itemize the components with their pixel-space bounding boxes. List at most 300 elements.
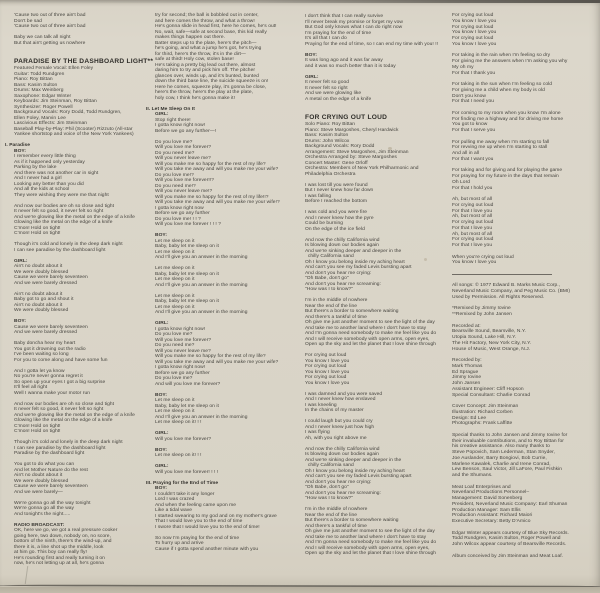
text-line: For crying out loud (452, 237, 494, 243)
text-line: Lord I was crazed (155, 497, 195, 502)
text-line: Saxophone: Edgar Winter (14, 93, 72, 99)
text-line: It never felt so good, it never felt so right (14, 407, 104, 412)
text-line: Oh give me just another moment to see the light of the day (305, 320, 435, 325)
text-line: Joe Auslander, Barry Bongiovi, Bob Currie, (452, 455, 547, 461)
text-line: Ain't no doubt about it (14, 291, 63, 297)
text-line: I don't think that I can really survive (305, 14, 384, 19)
text-line: I gotta know right now! (155, 123, 206, 128)
text-line: Ellen Foley, Marvin Lee (14, 115, 66, 121)
text-line: But that ain't getting us nowhere (14, 40, 86, 46)
text-line: And I'm gonna need somebody to make me feel like you do (305, 540, 437, 545)
text-line: I swore that I would love you to the end of time! (155, 524, 260, 530)
text-line: Steve Popovich, Sam Lederman, Stan Snyder, (452, 450, 555, 455)
speaker-label: RADIO BROADCAST: (14, 522, 65, 528)
text-line: And I'm gonna need somebody to make me feel like you do (305, 331, 437, 336)
text-line: Do you love me? (155, 332, 193, 337)
text-line: And there was not another car in sight (14, 170, 99, 176)
text-line: Let me sleep on it (155, 409, 195, 414)
scan-top-edge-shadow (0, 0, 600, 3)
text-line: I was damned and you were saved (305, 391, 383, 397)
text-line: "How was I to know?" (305, 287, 353, 292)
text-line: And now the chilly California wind (305, 446, 380, 452)
text-line: It never felt so right (305, 85, 348, 91)
text-line: Keyboards: Jim Steinman, Roy Bittan (14, 99, 97, 104)
text-line: I gotta know right now! (155, 365, 206, 370)
text-line: Baby we can talk all night (14, 35, 71, 40)
text-line: their invaluable contributions, and to Roy Bittan for (452, 438, 564, 444)
text-line: 'Cause two out of three ain't bad (14, 24, 86, 29)
text-line: Ed Sprague (452, 369, 479, 375)
text-line: Meat Loaf Enterprises and (452, 484, 511, 490)
text-line: It never felt so good, it never felt so right (14, 209, 104, 214)
scan-bottom-edge (0, 587, 600, 593)
text-line: And I never knew just how high (305, 424, 375, 430)
text-line: Looking any better than you did (14, 181, 84, 187)
text-line: John Jansen (452, 381, 481, 386)
text-line: Lascivious Effects: Jim Steinman (14, 121, 87, 126)
text-line: I was lost till you were found (305, 182, 368, 188)
text-line: OK, here we go, we got a real pressure cooker (14, 528, 118, 533)
text-line: Could be burning (305, 221, 344, 226)
text-line: **Remixed by John Jansen (452, 312, 512, 317)
text-line: And can't you see my faded Levis bursting apart (305, 474, 412, 479)
text-line: Will you take me away and will you make me your wife!? (155, 200, 280, 205)
text-line: Don't you know (452, 93, 486, 99)
text-line: Marlene Kawalek, Charlie and Irene Conrad, (452, 461, 551, 467)
text-line: We're gonna go all the way (14, 506, 75, 511)
text-line: For taking and for giving and for playing the game (452, 168, 563, 174)
text-line: Yankee shortstop and voice of the New York Yankees) (14, 132, 134, 137)
text-line: And all the kids at school (14, 187, 70, 192)
text-line: Guitar: Todd Rundgren (14, 71, 65, 77)
text-line: I could laugh but you could cry (305, 419, 373, 424)
speaker-label: BOY: (14, 148, 27, 154)
text-line: Will you never leave me!? (155, 189, 213, 194)
text-line: And we were barely— (14, 489, 63, 495)
speaker-label: GIRL: (155, 112, 169, 117)
text-line: Orchestra Arranged by: Steve Margoshes (305, 155, 397, 160)
text-line: Cause we were barely seventeen (14, 275, 88, 280)
text-line: It never felt so good (305, 80, 350, 85)
text-line: Production Manager: Sam Ellis (452, 507, 521, 513)
text-line: I was falling (305, 193, 332, 199)
text-line: Do you love me? (155, 139, 193, 145)
divider-rule (452, 272, 570, 278)
text-line: I started swearing to my god and on my mother's grave (155, 513, 277, 519)
text-line: Parking by the lake (14, 165, 57, 170)
text-line: Batter steps up to the plate, here's the pitch— (155, 40, 257, 46)
text-line: C'mon! Hold on tight! (14, 225, 61, 231)
text-line: safe at third! Holy cow, stolen base! (155, 57, 234, 62)
text-line: Will you never leave me? (155, 156, 211, 161)
text-line: Photographs: Frank Laffitte (452, 421, 513, 427)
text-line: Oh Lord (452, 179, 471, 185)
song-title: FOR CRYING OUT LOUD (305, 114, 388, 121)
text-line: Let me sleep on it (155, 266, 195, 271)
text-line: And don't you hear me crying: (305, 479, 372, 485)
text-line: Near the end of the line (305, 303, 358, 309)
text-line: Let me sleep on it (155, 398, 195, 403)
text-line: Background Vocals: Rory Dodd, Todd Rundgren, (14, 110, 122, 115)
text-line: 'Cause two out of three ain't bad (14, 13, 86, 18)
text-line: And I gotta let ya know (14, 368, 65, 374)
text-line: He's gonna slide in head first, here he comes, he's out! (155, 24, 277, 29)
text-line: Let me sleep on it (155, 249, 195, 255)
text-line: Open up the sky and let the planet that I love shine through (305, 551, 437, 556)
text-line: For that I love you (452, 208, 493, 214)
text-line: Utopia Sound, Lake Hill, N.Y. (452, 335, 517, 340)
text-line: Do you need me? (155, 150, 195, 156)
text-line: And now our bodies are oh so close and tight (14, 401, 115, 407)
speaker-label: BOY: (155, 233, 168, 238)
text-line: And don't you hear me crying: (305, 270, 372, 276)
text-line: And can't you see my faded Levis bursting apart (305, 265, 412, 270)
text-line: For crying out loud (452, 36, 494, 41)
text-line: Glowing like the metal on the edge of a knife (14, 418, 113, 423)
section-heading: II. Let Me Sleep On It (146, 106, 195, 112)
text-line: No, wait, safe—safe at second base, this kid really (155, 29, 267, 35)
text-line: Special thanks to John Jansen and Jimmy Iovine for (452, 432, 568, 438)
text-line: holy cow, I think he's gonna make it! (155, 95, 235, 101)
text-line: Is blowing down our bodies again (305, 243, 379, 248)
text-line: down the third base line, the suicide squeeze is on! (155, 79, 269, 84)
text-line: Assistant Engineer: Cliff Hopson (452, 386, 524, 392)
text-line: Oh give me just another moment to see the light of the day (305, 529, 435, 534)
speaker-label: BOY: (155, 447, 168, 453)
text-line: And I never knew how the pyre (305, 215, 374, 221)
speaker-label: BOY: (155, 392, 168, 398)
text-line: Will you make me so happy for the rest of my life? (155, 354, 266, 359)
text-line: Here he comes, squeeze play, it's gonna be close, (155, 84, 267, 90)
text-line: Will you love me forever? (155, 145, 212, 150)
text-line: And I never had a girl (14, 176, 62, 181)
text-line: For crying out loud (305, 375, 347, 380)
text-line: Will you love me forever ! ! ! ? (155, 222, 222, 227)
text-line: Mark Thomas (452, 363, 483, 369)
text-line: For giving me a child when my body is old (452, 87, 545, 93)
text-line: For crying out loud (452, 13, 494, 18)
text-line: Management: David Sonenberg (452, 496, 523, 501)
text-line: I was cold and you were fire (305, 210, 368, 215)
text-line: chilly California sand (305, 463, 354, 468)
text-line: "How was I to know?" (305, 496, 353, 501)
text-line: and the Shumans. (452, 473, 493, 478)
text-line: For crying out loud (305, 364, 347, 369)
text-line: And I will receive somebody with open arms, open eyes, (305, 545, 430, 551)
text-line: Like a tidal wave (155, 508, 193, 513)
text-line: his creative assistance. Also many thanks to (452, 444, 550, 450)
text-line: Philadelphia Orchestra (305, 171, 356, 177)
text-line: Oh I know you belong inside my aching heart (305, 259, 405, 265)
text-line: For finding me a highway and for driving me home (452, 116, 564, 122)
paper-stain (388, 147, 392, 150)
text-line: John Wilcox appear courtesy of Bearsville Records. (452, 542, 567, 547)
text-line: Concert Master: Gene Orloff (305, 160, 368, 166)
text-line: Production Assistant: Richard Maiori (452, 513, 533, 519)
text-line: We were doubly blessed (14, 478, 69, 484)
text-line: Cover Concept: Jim Steinman (452, 404, 519, 409)
text-line: Will you love me forever? (155, 337, 212, 343)
text-line: And there's a tankful of time (305, 314, 367, 320)
text-line: As if it happened only yesterday (14, 159, 85, 165)
text-line: Piano: Roy Bittan (14, 77, 53, 82)
text-line: Praying for the end of time, so I can end my time with you! !! (305, 41, 439, 47)
text-line: Baby, baby let me sleep on it (155, 403, 219, 409)
text-line: And tonight's the night..... (14, 511, 71, 517)
text-line: Ah, but most of all (452, 197, 493, 202)
text-line: We were doubly blessed (14, 269, 69, 275)
text-line: Edgar Winter appears courtesy of Blue Sky Records. (452, 530, 569, 536)
text-line: And now our bodies are oh so close and tight (14, 203, 115, 209)
text-line: going here, two down, nobody on, no score, (14, 533, 111, 539)
text-line: Let me sleep on it (155, 304, 195, 310)
text-line: I'm praying for the end of time (305, 30, 372, 36)
text-line: And we're glowing like the metal on the edge of a knife (14, 214, 135, 220)
speaker-label: GIRL: (155, 431, 169, 436)
speaker-label: GIRL: (155, 321, 169, 326)
text-line: Well I wanna make your motor run (14, 390, 90, 396)
text-line: Baby got to go and shout it (14, 297, 74, 302)
text-line: For praying for my future in the days that remain (452, 174, 559, 179)
text-line: No you're never gonna regret it (14, 374, 83, 379)
text-line: To hurry up and arrive (155, 541, 204, 546)
text-line: Stop right there! (155, 117, 191, 123)
text-line: Ah, but most of all (452, 231, 493, 237)
text-line: It'll feel all right (14, 385, 48, 390)
text-line: Recorded at: (452, 323, 481, 329)
text-line: And now the chilly California wind (305, 237, 380, 243)
text-line: Do you love me! ! ! ? (155, 216, 201, 222)
text-line: Will you take me away and will you make me your wife? (155, 167, 279, 172)
text-line: House of Music, West Orange, N.J. (452, 346, 531, 352)
text-line: I gotta know right now (155, 205, 204, 211)
text-line: C'mon! Hold on tight! (14, 231, 61, 236)
speaker-label: GIRL: (14, 258, 28, 264)
text-line: And I'll give you an answer in the morning (155, 310, 248, 315)
text-line: In the chains of my master (305, 408, 364, 413)
text-line: And will you love me forever? (155, 381, 221, 387)
text-line: You know I love you (452, 30, 497, 36)
speaker-label: BOY: (155, 486, 168, 491)
text-line: Lew Benson, Saul Victor, Jill LaFore, Paul Fishkin (452, 467, 563, 473)
text-line: Let me sleep on it (155, 238, 195, 244)
text-line: Todd Rundgren, Kasim Sulton, Roger Powell and (452, 536, 561, 542)
text-line: Oh I know you belong inside my aching heart (305, 468, 405, 474)
lyrics-column-1 (5, 13, 154, 567)
text-line: On the edge of the ice field (305, 226, 365, 232)
text-line: But there's a border to somewhere waiting (305, 518, 399, 523)
text-line: Let me sleep on it (155, 277, 195, 282)
text-line: Design: Ed Lee (452, 415, 487, 421)
text-line: Cause we were barely seventeen (14, 484, 88, 489)
text-line: A metal on the edge of a knife (305, 96, 372, 102)
text-line: For that I hold you (452, 185, 493, 191)
text-line: He's rounding first and really turning it on (14, 555, 105, 561)
text-line: "Oh Babe, don't go" (305, 276, 349, 281)
text-line: You got it drowning out the radio (14, 346, 86, 352)
text-line: And I'll give you an answer in the morning (155, 414, 248, 420)
text-line: Baby, baby let me sleep on it (155, 299, 219, 304)
text-line: You know I love you (305, 369, 350, 375)
text-line: For crying out loud (305, 353, 347, 358)
credits-column-4 (452, 13, 570, 559)
text-line: Let me sleep on it (155, 293, 195, 299)
text-line: I'm in the middle of nowhere (305, 298, 368, 303)
text-line: That I would love you to the end of time (155, 519, 243, 524)
text-line: Baby doncha hear my heart (14, 341, 76, 346)
text-line: My oh my (452, 64, 474, 70)
lyrics-column-3 (305, 14, 438, 557)
speaker-label: BOY: (14, 319, 27, 324)
text-line: Before I reached the bottom (305, 199, 367, 204)
text-line: For that I thank you (452, 70, 496, 76)
text-line: Open up the sky and let the planet that I love shine through (305, 342, 437, 347)
text-line: For pulling me away when I'm starting to fall (452, 139, 550, 145)
text-line: And let Mother Nature do the rest (14, 467, 88, 473)
text-line: And I'll give you an answer in the morning (155, 255, 248, 260)
text-line: Ain't no doubt about it (14, 302, 63, 308)
text-line: For crying out loud (452, 220, 494, 225)
text-line: Don't be sad (14, 18, 42, 24)
text-line: You know I love you (452, 18, 497, 24)
text-line: So open up your eyes I got a big surprise (14, 379, 106, 385)
text-line: And we're sinking deeper and deeper in the (305, 248, 402, 254)
text-line: And don't you hear me screaming: (305, 281, 381, 287)
text-line: Cause if I gotta spend another minute with you (155, 546, 259, 552)
text-line: And I never knew how enslaved (305, 397, 376, 402)
text-line: Recorded by: (452, 358, 482, 363)
text-line: Will you take me away and will you make me your wife? (155, 359, 279, 365)
text-line: And when the feeling came upon me (155, 502, 237, 508)
text-line: for third, here's the throw, it's in the dirt— (155, 51, 246, 57)
text-line: I couldn't take it any longer (155, 491, 215, 497)
text-line: You know I love you (305, 358, 350, 364)
text-line: And we're sinking deeper and deeper in the (305, 457, 402, 463)
paper-stain (424, 258, 427, 261)
text-line: For giving me the answers when I'm asking you why (452, 59, 568, 64)
text-line: at him go. This boy can really fly! (14, 550, 87, 555)
text-line: and here comes the throw, and what a throw! (155, 18, 255, 24)
text-line: We're gonna go all the way tonight (14, 500, 91, 506)
text-line: I've been waiting so long (14, 352, 69, 357)
text-line: For that I love you (452, 225, 493, 231)
text-line: C'mon! Hold on tight! (14, 429, 61, 434)
text-line: You know I love you (452, 41, 497, 47)
text-line: It was long ago and it was far away (305, 58, 383, 63)
text-line: Let me sleep on it! ! ! (155, 453, 202, 458)
text-line: now, he's not letting up at all, he's gonna (14, 561, 104, 566)
text-line: I'll never break my promise or forget my vow (305, 19, 403, 25)
section-heading: III. Praying for the End of Time (146, 480, 219, 486)
text-line: Synthesizer: Roger Powell (14, 104, 73, 110)
text-line: And we were barely dressed (14, 330, 78, 335)
text-line: Bass: Kasim Sulton (305, 133, 349, 138)
text-line: The Hit Factory, New York City, N.Y. (452, 340, 532, 346)
speaker-label: GIRL: (305, 74, 319, 80)
text-line: bottom of the ninth, there's the wind-up, and (14, 539, 112, 544)
text-line: Neverland Productions Personnel– (452, 490, 530, 496)
text-line: Baby, baby let me sleep on it (155, 271, 219, 277)
text-line: For taking in the rain when I'm feeling so dry (452, 53, 551, 59)
text-line: For that I want you (452, 156, 494, 162)
text-line: And take me to another land where I don't have to stay (305, 534, 427, 540)
speaker-label: BOY: (305, 52, 318, 58)
text-line: Though it's cold and lonely in the deep dark night (14, 242, 123, 247)
text-line: glances over, winds up, and it's bunted, bunted (155, 73, 259, 79)
text-line: I'm in the middle of nowhere (305, 507, 368, 512)
text-line: Will you love me forever? (155, 436, 212, 442)
text-line: Piano: Steve Margoshes, Cheryl Hardwick (305, 127, 399, 133)
text-line: Will you never leave me? (155, 348, 211, 354)
text-line: Featured Female Vocal: Ellen Foley (14, 66, 94, 71)
text-line: Ah, with you right above me (305, 435, 367, 441)
text-line: Glowing like the metal on the edge of a knife (14, 220, 113, 225)
text-line: But I never knew how far down (305, 188, 374, 193)
text-line: And we were barely dressed (14, 280, 78, 286)
text-line: Neverland Music Company, and Peg Music Co. (BMI) (452, 289, 571, 294)
text-line: makes things happen out there. (155, 35, 226, 40)
text-line: Drums: John Wilcox (305, 138, 350, 144)
text-line: I remember every little thing (14, 154, 76, 159)
text-line: Jimmy Iovine (452, 375, 482, 381)
text-line: For coming to my room when you know I'm alone (452, 110, 561, 116)
text-line: Will you make me so happy for the rest of my life!!? (155, 194, 269, 200)
text-line: here's the throw, here's the play at the plate, (155, 90, 254, 95)
text-line: You got to do what you can (14, 462, 75, 467)
text-line: Do you need me!? (155, 183, 196, 189)
text-line: daring him to try and pick him off. The pitcher (155, 68, 256, 73)
text-line: And we were glowing like (305, 91, 362, 96)
text-line: try for second; the ball is bobbled out in center, (155, 13, 259, 18)
text-line: Ah, but most of all (452, 214, 493, 220)
text-line: Paradise by the dashboard light (14, 451, 85, 456)
text-line: I can see paradise by the dashboard light (14, 247, 106, 253)
text-line: Executive Secretary: Betty D'Amico (452, 519, 531, 524)
text-line: He's taking a pretty big lead out there, almost (155, 62, 256, 68)
text-line: And I will receive somebody with open arms, open eyes, (305, 336, 430, 342)
text-line: Cause we were barely seventeen (14, 324, 88, 330)
text-line: Near the end of the line (305, 512, 358, 518)
text-line: Baseball Play-by-Play: Phil (Scooter) Rizzuto (All-star (14, 126, 133, 132)
text-line: But God only knows what I can do right now (305, 25, 403, 30)
text-line: And all in all (452, 151, 480, 156)
text-line: Special Consultant: Charlie Conrad (452, 392, 531, 398)
text-line: I was flying (305, 430, 330, 435)
text-line: And there's a tankful of time (305, 523, 367, 529)
text-line: It's all that I can do (305, 36, 347, 41)
text-line: Ain't no doubt about it (14, 473, 63, 478)
text-line: Arrangement: Steve Margoshes, Jim Steinman (305, 149, 409, 155)
text-line: For that I love you (452, 243, 493, 248)
text-line: Do you need me? (155, 343, 195, 348)
text-line: "Oh Babe, don't go" (305, 485, 349, 490)
text-line: Illustration: Richard Corben (452, 409, 513, 415)
text-line: All songs: © 1977 Edward B. Marks Music Corp., (452, 283, 561, 289)
text-line: For taking in the sun when I'm feeling so cold (452, 82, 553, 87)
text-line: Will you love me forever!!? (155, 178, 214, 183)
text-line: For you to come along and have some fun (14, 357, 108, 363)
text-line: For crying out loud (452, 202, 494, 208)
text-line: I gotta know right now! (155, 326, 206, 332)
paper-crease (25, 566, 28, 584)
text-line: Solo Piano: Roy Bittan (305, 122, 356, 127)
text-line: Will you make me so happy for the rest of my life? (155, 161, 266, 167)
text-line: So now I'm praying for the end of time (155, 535, 240, 541)
text-line: I was kneeling (305, 402, 337, 408)
text-line: Album conceived by Jim Steinman and Meat Loaf. (452, 553, 564, 559)
text-line: Is blowing down our bodies again (305, 452, 379, 457)
text-line: *Remixed by Jimmy Iovine (452, 306, 511, 312)
